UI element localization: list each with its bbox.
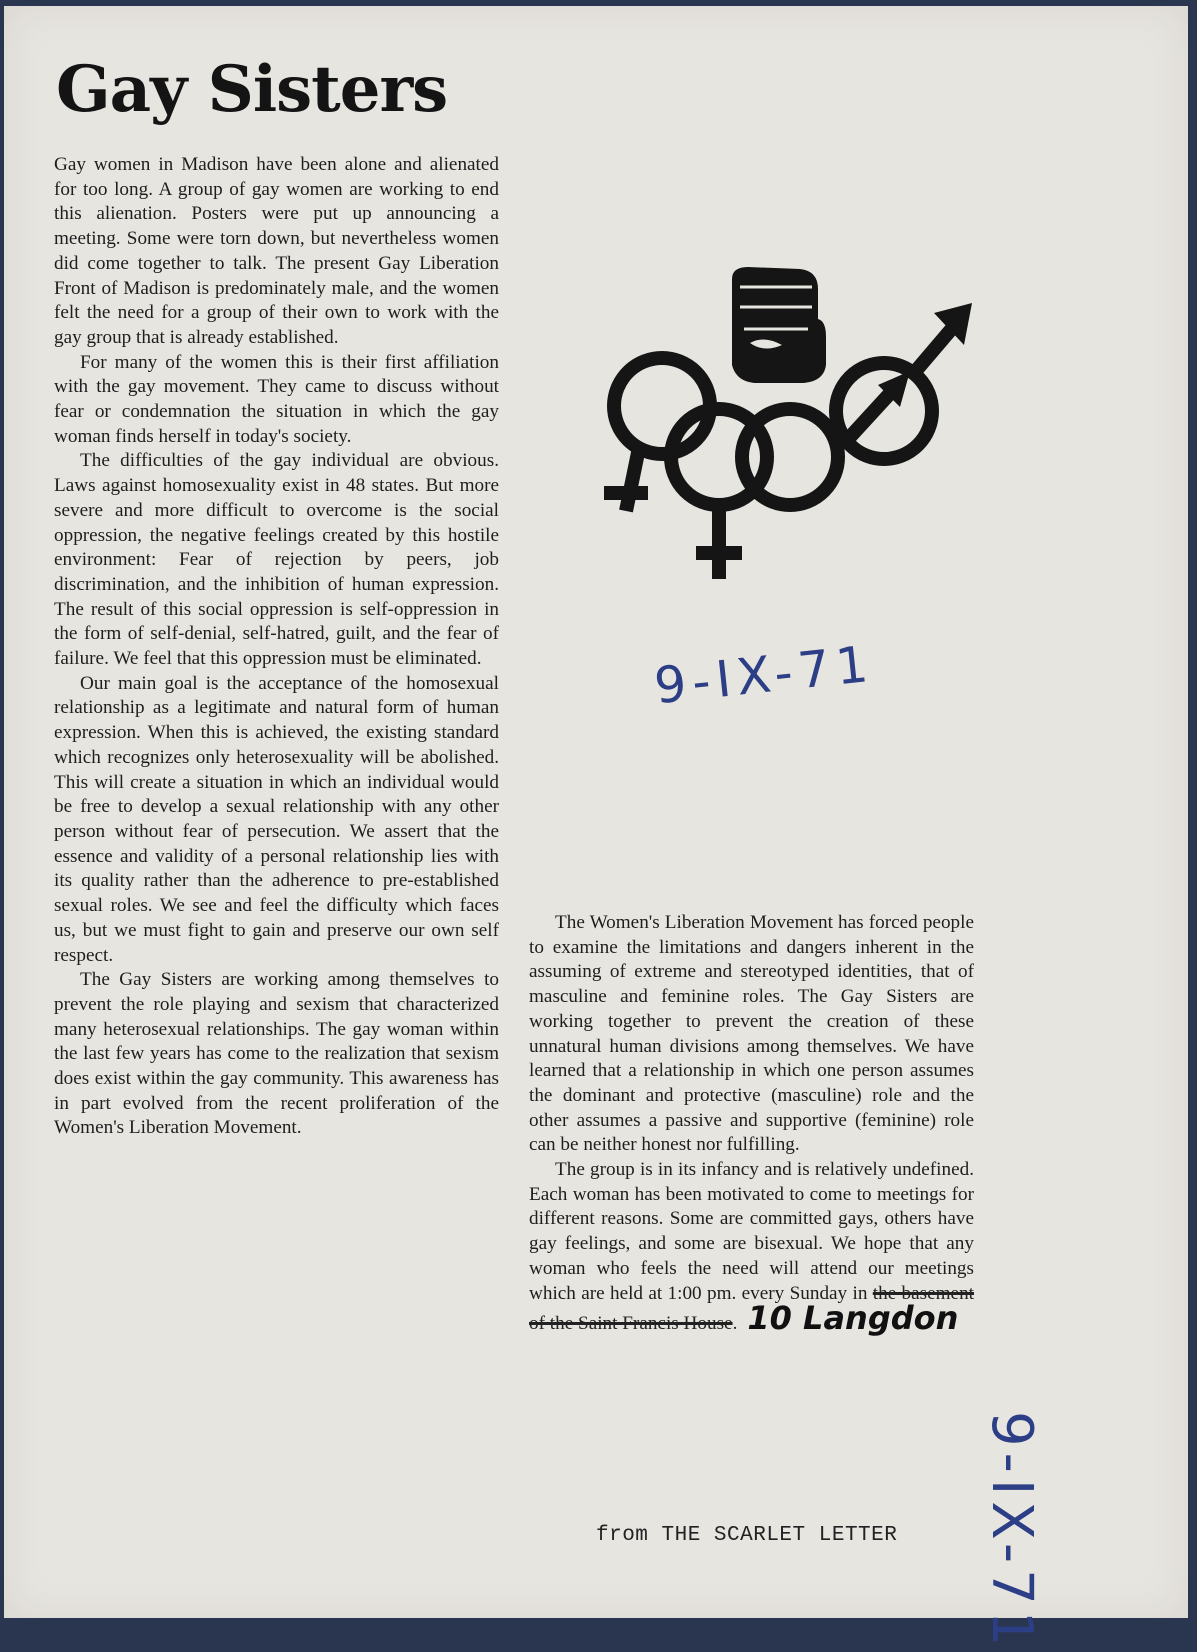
headline: Gay Sisters — [56, 52, 448, 127]
paragraph-last — [529, 1158, 974, 1337]
mars-symbol-icon — [836, 363, 932, 459]
paragraph: The Women's Liberation Movement has forced people to examine the limitations and dangers inherent in the assuming of extreme and stereotyped identities, that of masculine and feminine roles. The Gay Sisters are working together to prevent the creation of these unnatural human divisions among themselves. We have learned that a relationship in which one person assumes the dominant and protective (masculine) role and the other assumes a passive and supportive (feminine) role can be neither honest nor fulfilling. — [529, 912, 974, 1156]
paragraph-text: The group is in its infancy and is relatively undefined. Each woman has been motivated to come to meetings for different reasons. Some are committed gays, others have gay feelings, and some are bisexual. We hope that any woman who feels the need will attend our meetings which are held at 1:00 pm. every Sunday in — [529, 1159, 974, 1304]
paragraph: For many of the women this is their first affiliation with the gay movement. They came to discuss without fear or condemnation the situation in which the gay woman finds herself in today's society. — [54, 351, 499, 447]
handwritten-date-margin: 9-IX-71 — [979, 1411, 1044, 1652]
handwritten-date: 9-IX-71 — [651, 634, 877, 716]
right-column — [529, 911, 974, 1337]
paragraph: The Gay Sisters are working among themselves to prevent the role playing and sexism that characterized many heterosexual relationships. The gay woman within the last few years has come to the realization that sexism does exist within the gay community. This awareness has in part evolved from the recent proliferation of the Women's Liberation Movement. — [54, 969, 499, 1139]
newspaper-clipping — [4, 6, 1188, 1652]
gay-liberation-emblem — [604, 261, 1004, 611]
paragraph: The difficulties of the gay individual are obvious. Laws against homosexuality exist in 48 states. But more severe and more difficult to overcome is the social oppression, the negative feelings created by this hostile environment: Fear of rejection by peers, job discrimination, and the inhibition of human expression. The result of this social oppression is self-oppression in the form of self-denial, self-hatred, guilt, and the fear of failure. We feel that this oppression must be eliminated. — [54, 450, 499, 670]
period: . — [732, 1313, 738, 1335]
struck-through-text: the basement of the Saint Francis House — [529, 1282, 975, 1335]
handwritten-location: 10 Langdon — [747, 1299, 959, 1338]
raised-fist-icon — [732, 267, 826, 383]
mars-symbol-icon — [742, 409, 838, 505]
venus-symbol-icon — [614, 358, 710, 454]
paragraph: Gay women in Madison have been alone and alienated for too long. A group of gay women are working to end this alienation. Posters were put up announcing a meeting. Some were torn down, but nevertheless women did come together to talk. The present Gay Liberation Front of Madison is predominately male, and the women felt the need for a group of their own to work with the gay group that is already established. — [54, 154, 499, 348]
source-credit: from THE SCARLET LETTER — [596, 1524, 898, 1547]
left-column — [54, 153, 499, 1141]
paragraph: Our main goal is the acceptance of the homosexual relationship as a legitimate and natural form of human expression. When this is achieved, the existing standard which recognizes only heterosexuality will be abolished. This will create a situation in which an individual would be free to develop a sexual relationship with any other person without fear of persecution. We assert that the essence and validity of a personal relationship lies with its quality rather than the adherence to pre-established sexual roles. We see and feel the difficulty which faces us, but we must fight to gain and preserve our own self respect. — [54, 672, 499, 966]
